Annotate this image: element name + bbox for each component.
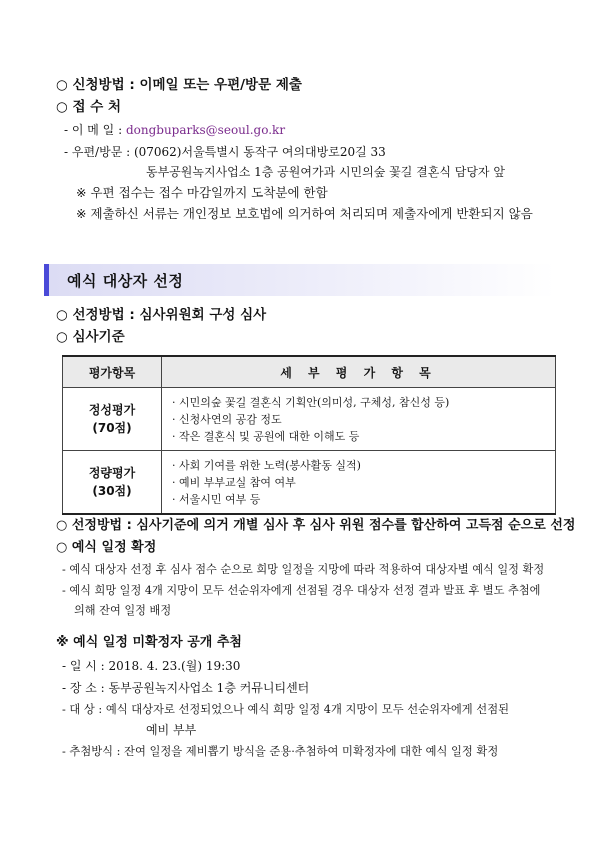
items-cell [162,388,556,451]
lottery-target-a: - 대 상 : 예식 대상자로 선정되었으나 예식 희망 일정 4개 지망이 모두 선순위자에게 선점된 [62,703,510,716]
email-row [64,121,285,139]
schedule-heading: ○ 예식 일정 확정 [56,540,157,555]
email-link[interactable]: dongbuparks@seoul.go.kr [125,123,286,137]
section-title: 예식 대상자 선정 [67,272,184,290]
receipt-heading: ○ 접 수 처 [56,99,122,115]
category-name: 정성평가 [88,403,136,417]
lottery-method: - 추첨방식 : 잔여 일정을 제비뽑기 방식을 준용·추첨하여 미확정자에 대한 예식 일정 확정 [62,745,499,758]
items-cell [162,451,556,515]
schedule-rule-2a: - 예식 희망 일정 4개 지망이 모두 선순위자에게 선점될 경우 대상자 선정 결과 발표 후 별도 추첨에 [62,584,541,597]
table-row [63,388,556,451]
table-row [63,451,556,515]
selection-method: ○ 선정방법 : 심사위원회 구성 심사 [56,307,267,323]
criterion-item: · 사회 기여를 위한 노력(봉사활동 실적) [172,458,361,472]
selection-method-detail: ○ 선정방법 : 심사기준에 의거 개별 심사 후 심사 위원 점수를 합산하여 고득점 순으로 선정 [56,518,576,533]
lottery-target-b: 예비 부부 [146,723,197,737]
criterion-item: · 신청사연의 공감 정도 [172,412,282,426]
mail-address-line: - 우편/방문 : (07062)서울특별시 동작구 여의대방로20길 33 [64,145,386,159]
criterion-item: · 시민의숲 꽃길 결혼식 기획안(의미성, 구체성, 참신성 등) [172,395,450,409]
header-item: 평가항목 [63,356,162,388]
schedule-rule-2b: 의해 잔여 일정 배정 [74,604,172,617]
category-cell [63,388,162,451]
criteria-table [62,355,556,515]
mail-recipient-line: 동부공원녹지사업소 1층 공원여가과 시민의숲 꽃길 결혼식 담당자 앞 [146,165,505,179]
header-detail: 세 부 평 가 항 목 [162,356,556,388]
criterion-item: · 서울시민 여부 등 [172,492,261,506]
criteria-heading: ○ 심사기준 [56,329,125,345]
criterion-item: · 예비 부부교실 참여 여부 [172,475,296,489]
lottery-datetime: - 일 시 : 2018. 4. 23.(월) 19:30 [62,659,241,673]
section-header [44,264,556,296]
category-points: (30점) [92,484,132,498]
table-header-row [63,356,556,388]
category-cell [63,451,162,515]
note-privacy: ※ 제출하신 서류는 개인정보 보호법에 의거하여 처리되며 제출자에게 반환되지 않음 [76,206,533,221]
criterion-item: · 작은 결혼식 및 공원에 대한 이해도 등 [172,429,360,443]
category-name: 정량평가 [88,466,136,480]
email-label: - 이 메 일 : [64,123,126,137]
note-postal: ※ 우편 접수는 접수 마감일까지 도착분에 한함 [76,185,328,200]
lottery-place: - 장 소 : 동부공원녹지사업소 1층 커뮤니티센터 [62,681,310,695]
schedule-rule-1: - 예식 대상자 선정 후 심사 점수 순으로 희망 일정을 지망에 따라 적용하여 대상자별 예식 일정 확정 [62,563,545,576]
category-points: (70점) [92,421,132,435]
lottery-heading: ※ 예식 일정 미확정자 공개 추첨 [56,635,242,650]
apply-method: ○ 신청방법 : 이메일 또는 우편/방문 제출 [56,77,302,93]
